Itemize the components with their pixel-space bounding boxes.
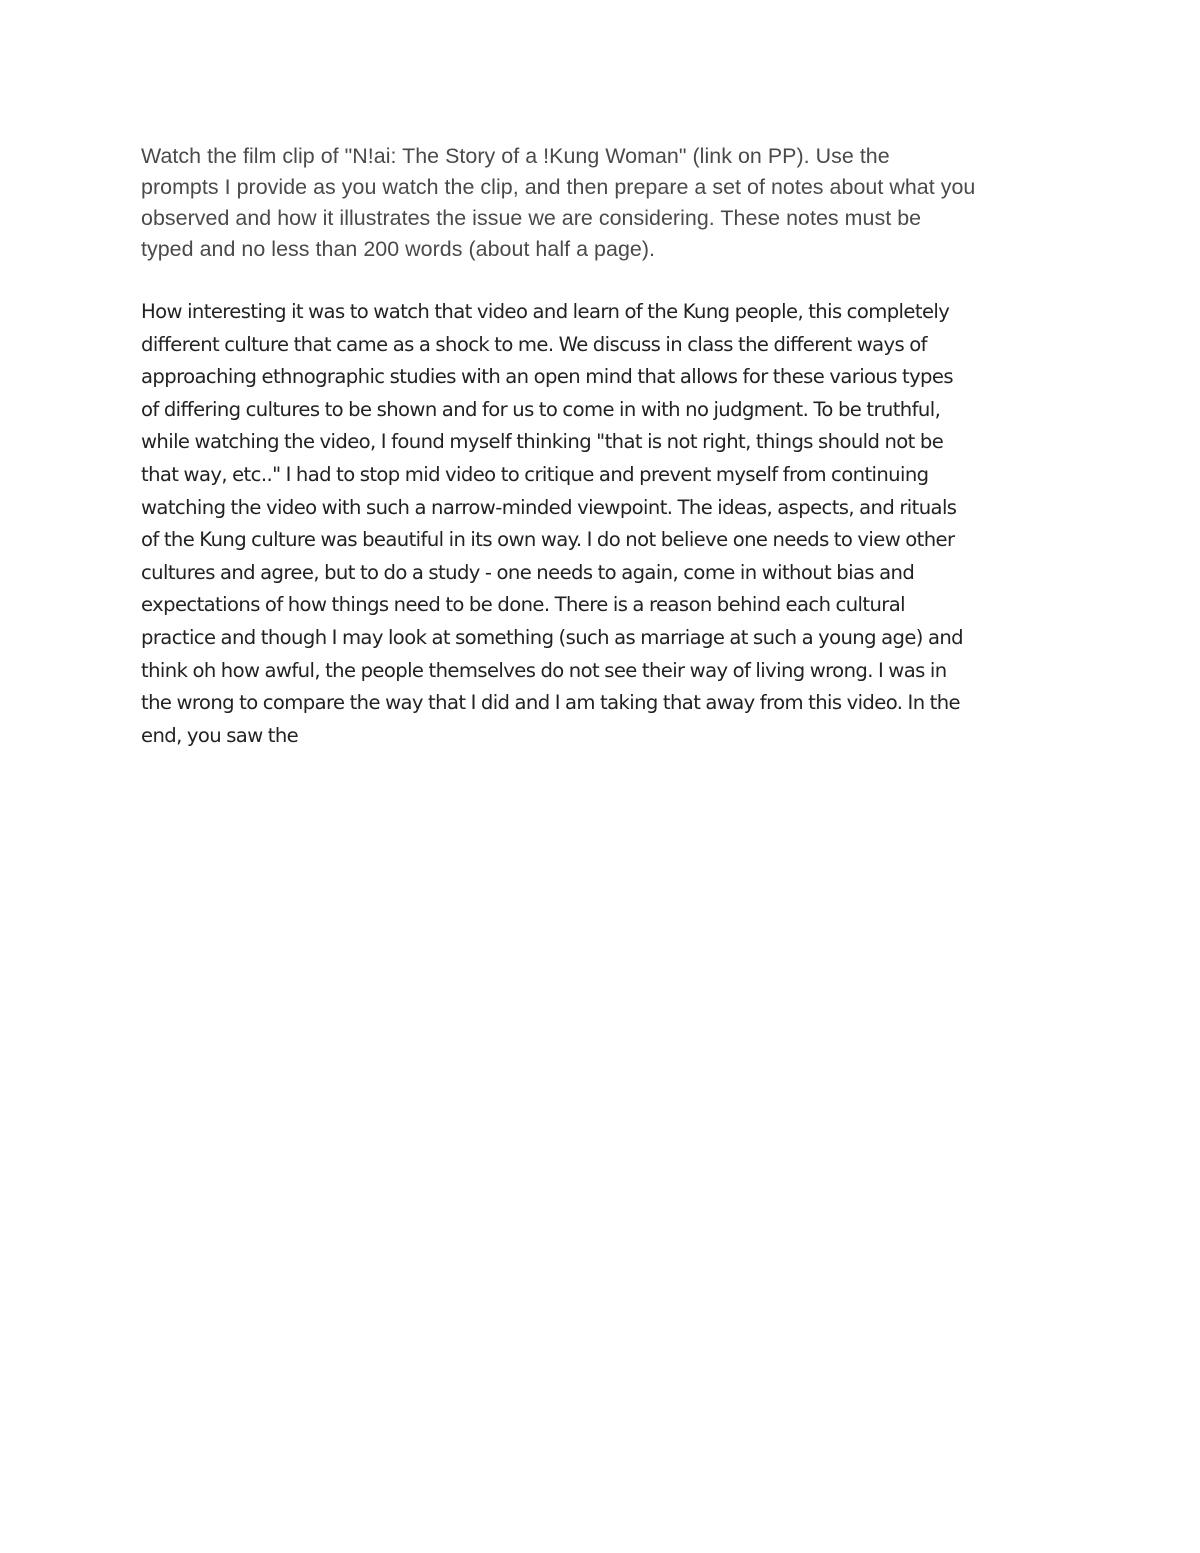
response-line: think oh how awful, the people themselves do not see their way of living wrong. I was in bbox=[141, 658, 947, 682]
response-line: the wrong to compare the way that I did and I am taking that away from this video. In the bbox=[141, 691, 961, 715]
response-paragraph bbox=[141, 296, 1061, 752]
prompt-line: typed and no less than 200 words (about half a page). bbox=[141, 237, 655, 261]
response-line: watching the video with such a narrow-minded viewpoint. The ideas, aspects, and rituals bbox=[141, 495, 957, 519]
response-line: approaching ethnographic studies with an open mind that allows for these various types bbox=[141, 365, 953, 389]
prompt-line: Watch the film clip of "N!ai: The Story of a !Kung Woman" (link on PP). Use the bbox=[141, 144, 890, 168]
response-line: of differing cultures to be shown and for us to come in with no judgment. To be truthful, bbox=[141, 397, 941, 421]
response-line: while watching the video, I found myself thinking "that is not right, things should not be bbox=[141, 430, 944, 454]
response-line: of the Kung culture was beautiful in its own way. I do not believe one needs to view other bbox=[141, 528, 955, 552]
prompt-line: observed and how it illustrates the issue we are considering. These notes must be bbox=[141, 206, 922, 230]
response-line: practice and though I may look at something (such as marriage at such a young age) and bbox=[141, 625, 964, 649]
assignment-prompt bbox=[141, 141, 1081, 265]
response-line: cultures and agree, but to do a study - one needs to again, come in without bias and bbox=[141, 560, 915, 584]
prompt-line: prompts I provide as you watch the clip, and then prepare a set of notes about what you bbox=[141, 175, 976, 199]
response-line: that way, etc.." I had to stop mid video to critique and prevent myself from continuing bbox=[141, 462, 929, 486]
response-line: different culture that came as a shock to me. We discuss in class the different ways of bbox=[141, 332, 927, 356]
response-line: How interesting it was to watch that video and learn of the Kung people, this completely bbox=[141, 300, 950, 323]
response-line: expectations of how things need to be done. There is a reason behind each cultural bbox=[141, 593, 905, 617]
response-line: end, you saw the bbox=[141, 723, 299, 747]
